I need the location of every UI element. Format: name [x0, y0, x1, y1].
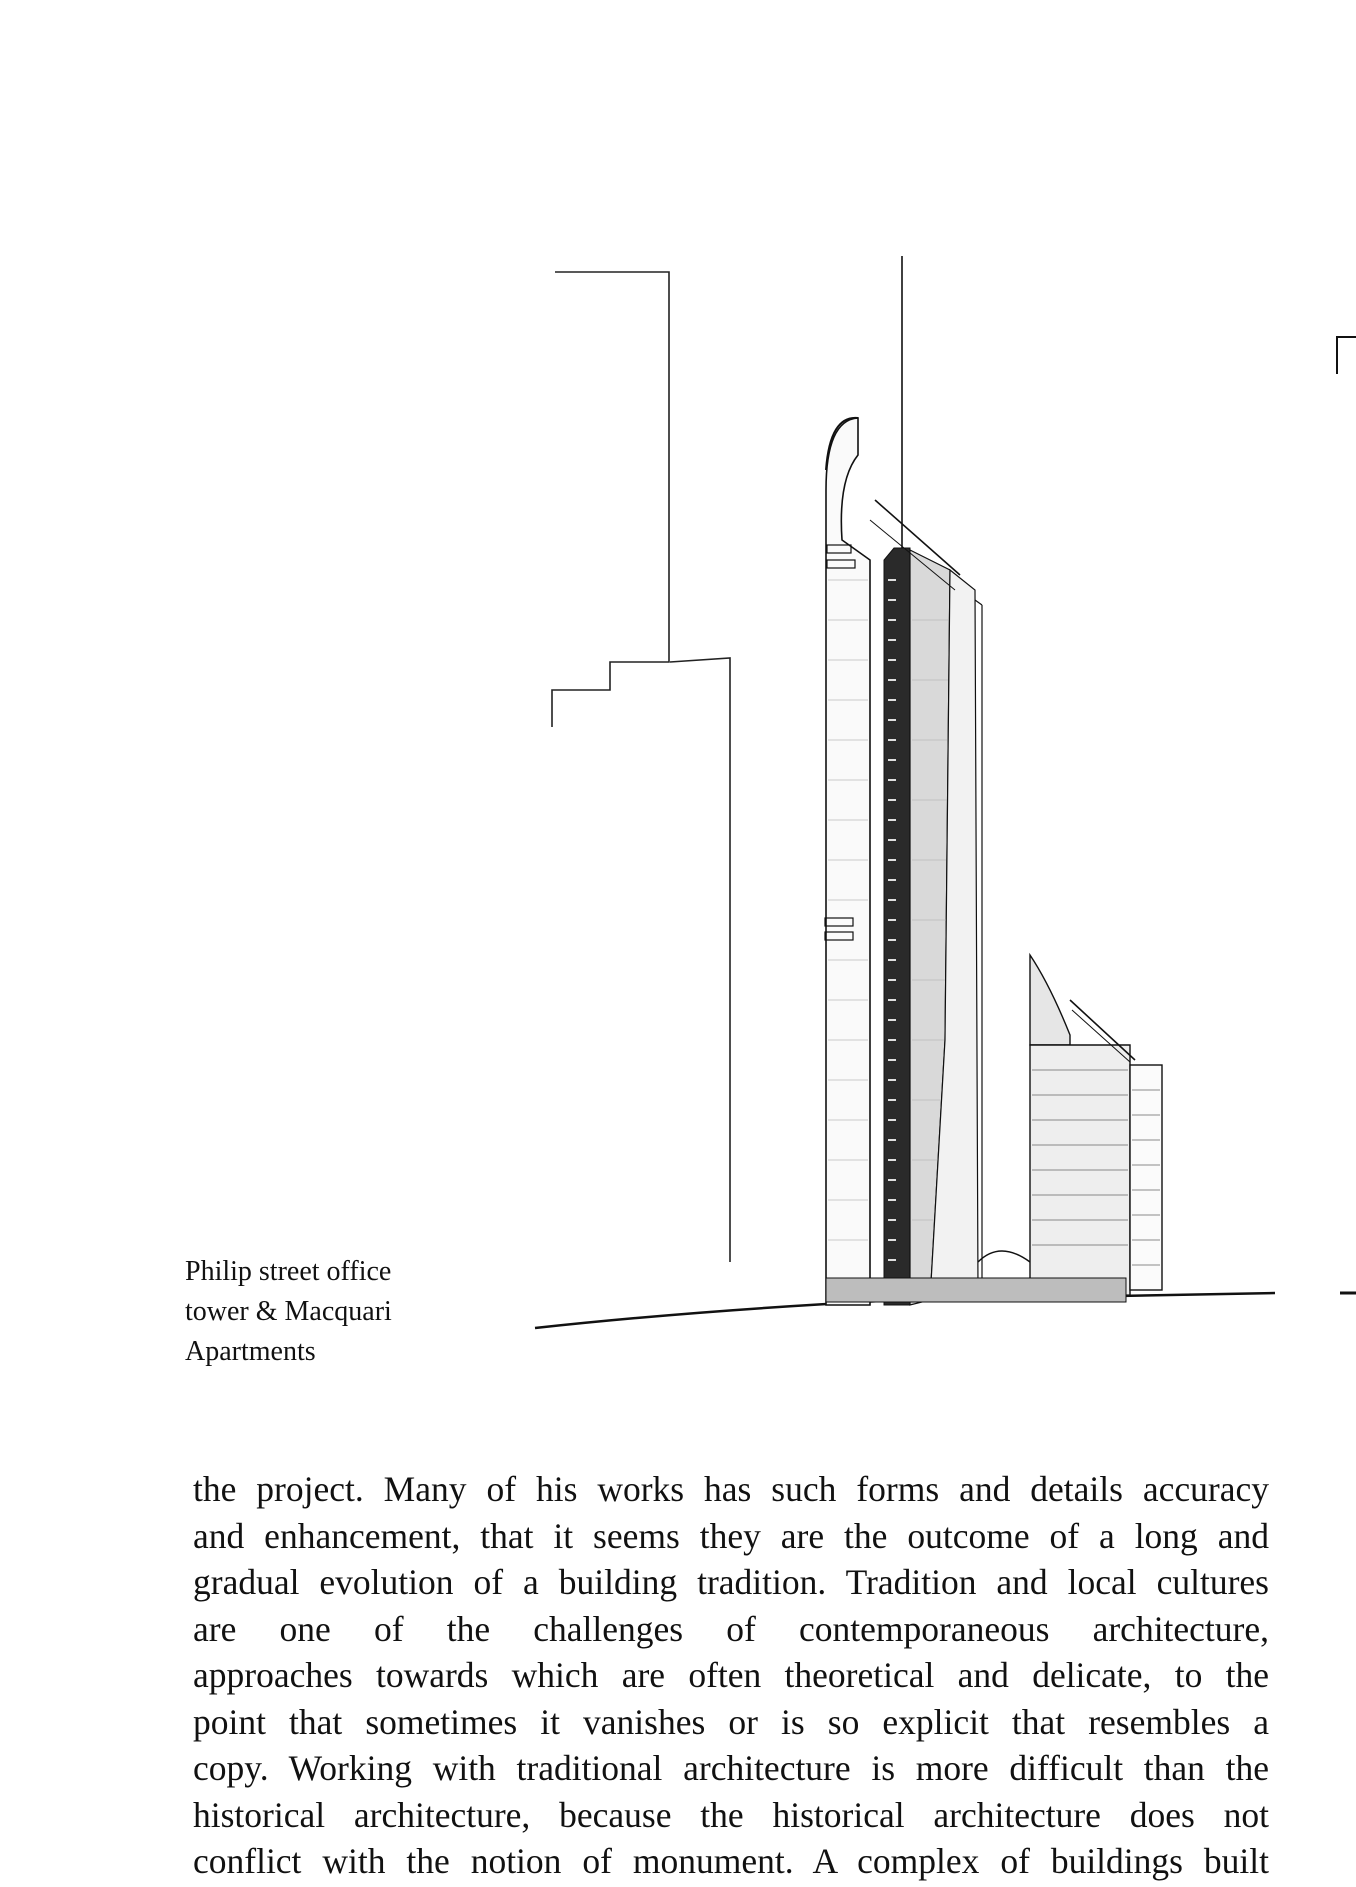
paragraph-line: conflict with the notion of monument. A complex of buildings built [193, 1841, 1269, 1881]
adjacent-page-fragment [1337, 337, 1356, 374]
paragraph-line: are one of the challenges of contemporaneous architecture, [193, 1608, 1269, 1649]
neighbour-outline-2 [670, 658, 730, 1262]
apartment-tower-body [1030, 1045, 1130, 1300]
caption-line: tower & Macquari [185, 1296, 392, 1327]
apartment-tower-roof [1030, 955, 1070, 1045]
caption-line: Philip street office [185, 1256, 392, 1287]
paragraph-line: approaches towards which are often theoretical and delicate, to the [193, 1655, 1269, 1695]
figure-caption [185, 1252, 485, 1372]
paragraph-line: the project. Many of his works has such forms and details accuracy [193, 1469, 1269, 1509]
paragraph-line: point that sometimes it vanishes or is so explicit that resembles a [193, 1701, 1269, 1742]
podium-base [826, 1278, 1126, 1302]
paragraph-line: historical architecture, because the historical architecture does not [193, 1794, 1269, 1835]
main-tower-left-slab [826, 418, 870, 1305]
main-tower-dark-core [884, 548, 910, 1305]
body-paragraph [193, 1466, 1269, 1885]
podium-canopy [978, 1251, 1030, 1262]
paragraph-line: and enhancement, that it seems they are the outcome of a long and [193, 1515, 1269, 1556]
paragraph-line: gradual evolution of a building tradition. Tradition and local cultures [193, 1562, 1269, 1602]
caption-line: Apartments [185, 1336, 316, 1367]
paragraph-line: copy. Working with traditional architecture is more difficult than the [193, 1748, 1269, 1788]
apartment-annex [1130, 1065, 1162, 1290]
neighbour-outline [552, 272, 669, 727]
